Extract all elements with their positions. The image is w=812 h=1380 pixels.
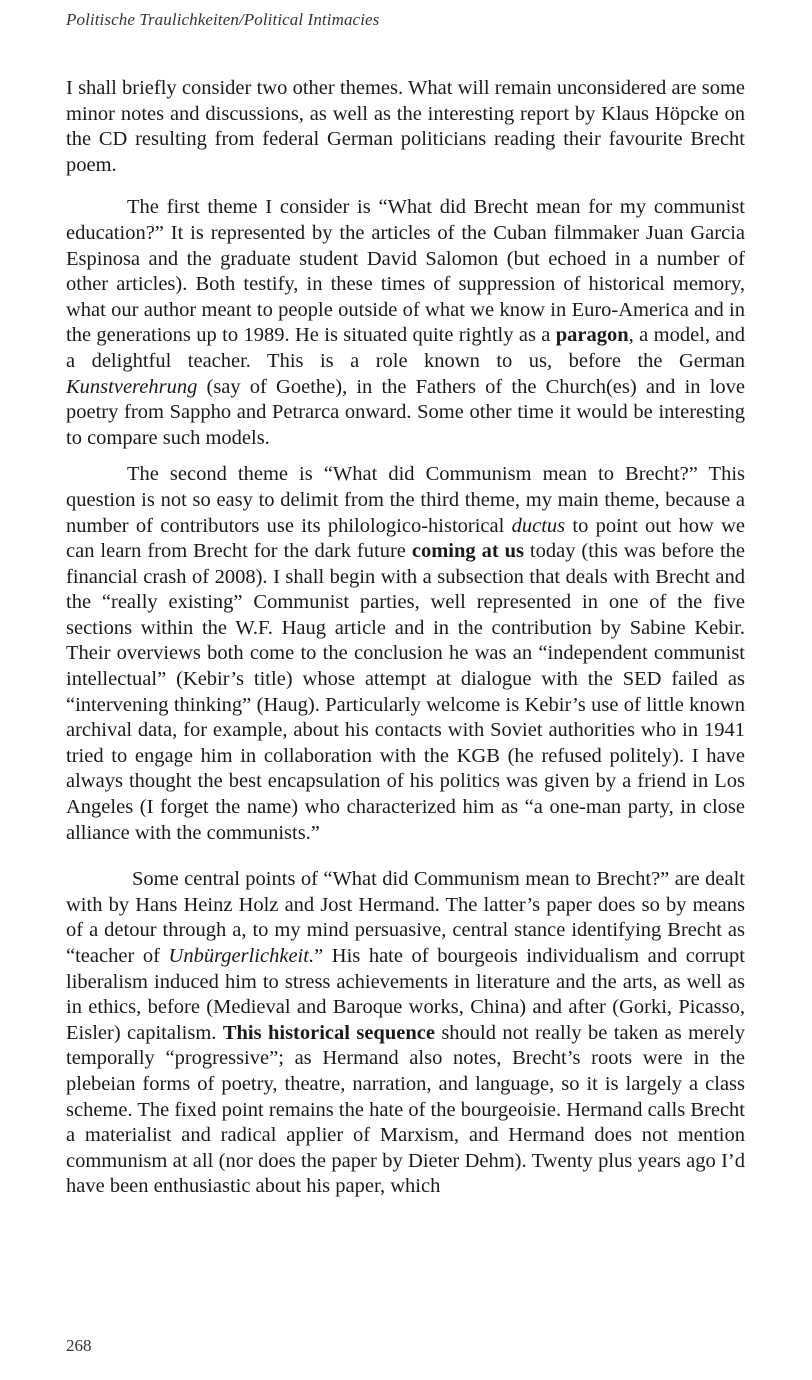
bold-emphasis: This historical sequence (222, 1021, 435, 1044)
paragraph (66, 462, 745, 846)
text-run: ” His hate of bourgeois individualism and corrupt liberalism induced him to stress achievements in literature and the arts, as well as in ethics, before (Medieval and Baroque works, China) and after (Gorki, Picasso, Eisler) capitalism. (66, 945, 745, 1044)
bold-emphasis: paragon (555, 324, 629, 347)
italic-emphasis: ductus (511, 514, 566, 537)
bold-emphasis: coming at us (411, 540, 524, 563)
text-run: The second theme is “What did Communism mean to Brecht?” This question is not so easy to delimit from the third theme, my main theme, because a number of contributors use its philologico-historical (66, 463, 745, 537)
italic-emphasis: Unbürgerlichkeit. (168, 945, 315, 967)
paragraph (66, 76, 745, 178)
text-run: Some central points of “What did Communism mean to Brecht?” are dealt with by Hans Heinz Holz and Jost Hermand. The latter’s paper does so by means of a detour through a, to my mind persuasive, central stance identifying Brecht as “teacher of (66, 868, 745, 967)
text-run: The first theme I consider is “What did Brecht mean for my communist education?” It is represented by the articles of the Cuban filmmaker Juan Garcia Espinosa and the graduate student David Salomon (but echoed in a number of other articles). Both testify, in these times of suppression of historical memory, what our author meant to people outside of what we know in Euro-America and in the generations up to 1989. He is situated quite rightly as a (66, 196, 745, 347)
text-run: , a model, and a delightful teacher. This is a role known to us, before the German (66, 324, 745, 372)
page-number: 268 (66, 1336, 92, 1355)
body-text (66, 76, 745, 1200)
italic-emphasis: Kunstverehrung (66, 375, 198, 398)
text-run: (say of Goethe), in the Fathers of the Church(es) and in love poetry from Sappho and Petrarca onward. Some other time it would be interesting to compare such models. (66, 375, 745, 449)
text-run: to point out how we can learn from Brecht for the dark future (66, 514, 746, 563)
text-run: should not really be taken as merely temporally “progressive”; as Hermand also notes, Brecht’s roots were in the plebeian forms of poetry, theatre, narration, and language, so it is largely a class scheme. The fixed point remains the hate of the bourgeoisie. Hermand calls Brecht a materialist and radical applier of Marxism, and Hermand does not mention communism at all (nor does the paper by Dieter Dehm). Twenty plus years ago I’d have been enthusiastic about his paper, which (66, 1021, 745, 1198)
paragraph (66, 867, 745, 1200)
running-head: Politische Traulichkeiten/Political Intimacies (66, 10, 380, 29)
text-run: I shall briefly consider two other themes. What will remain unconsidered are some minor notes and discussions, as well as the interesting report by Klaus Höpcke on the CD resulting from federal German politicians reading their favourite Brecht poem. (66, 77, 745, 176)
text-run: today (this was before the financial crash of 2008). I shall begin with a subsection that deals with Brecht and the “really existing” Communist parties, well represented in one of the five sections within the W.F. Haug article and in the contribution by Sabine Kebir. Their overviews both come to the conclusion he was an “independent communist intellectual” (Kebir’s title) whose attempt at dialogue with the SED failed as “intervening thinking” (Haug). Particularly welcome is Kebir’s use of little known archival data, for example, about his contacts with Soviet authorities who in 1941 tried to engage him in collaboration with the KGB (he refused politely). I have always thought the best encapsulation of his politics was given by a friend in Los Angeles (I forget the name) who characterized him as “a one-man party, in close alliance with the communists.” (66, 540, 746, 844)
paragraph (66, 195, 745, 451)
